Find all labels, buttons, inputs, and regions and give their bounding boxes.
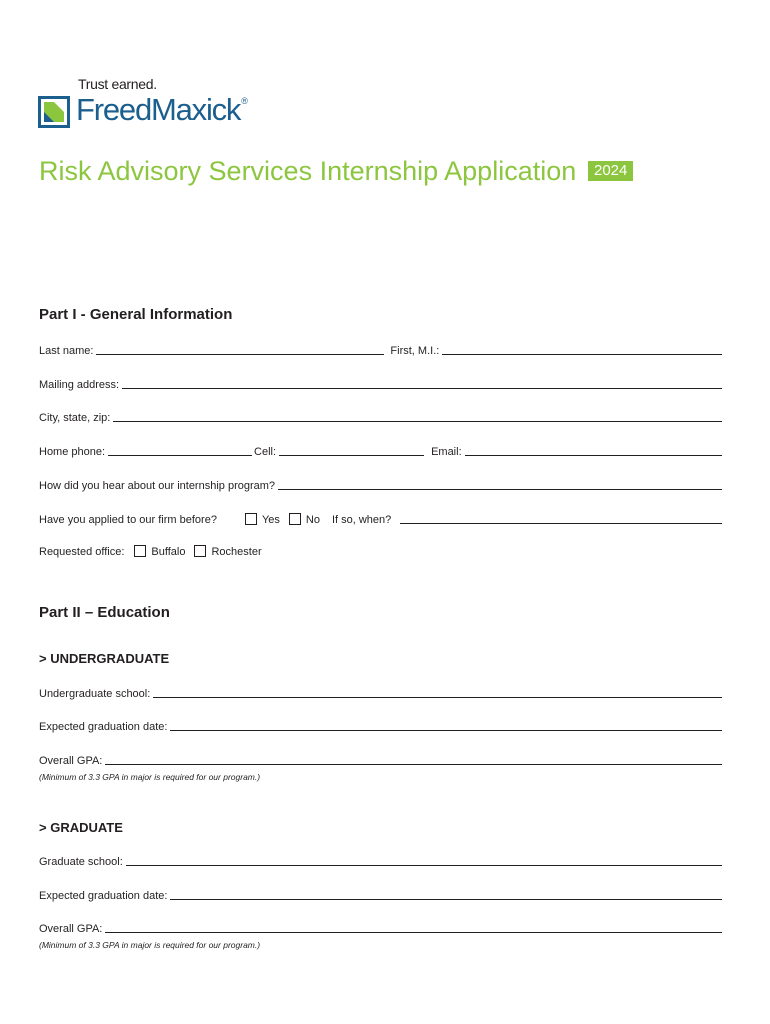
no-label: No (305, 514, 320, 526)
rochester-label: Rochester (211, 546, 262, 558)
hear-row (39, 476, 724, 492)
city-field[interactable] (113, 420, 722, 422)
logo-wordmark-text: FreedMaxick (76, 92, 241, 127)
email-label: Email: (431, 446, 462, 458)
applied-row (39, 510, 724, 526)
home-phone-label: Home phone: (39, 446, 106, 458)
undergrad-gpa-field[interactable] (105, 763, 722, 765)
part2-heading: Part II – Education (39, 604, 170, 621)
graduate-gpa-label: Overall GPA: (39, 923, 103, 935)
when-label: If so, when? (331, 514, 392, 526)
graduate-gpa-field[interactable] (105, 931, 722, 933)
undergrad-gpa-row (39, 751, 724, 767)
graduate-school-label: Graduate school: (39, 856, 123, 868)
cell-label: Cell: (254, 446, 277, 458)
rochester-checkbox[interactable] (194, 545, 206, 557)
mailing-label: Mailing address: (39, 379, 120, 391)
hear-label: How did you hear about our internship program? (39, 480, 276, 492)
undergrad-gpa-note: (Minimum of 3.3 GPA in major is required for our program.) (39, 772, 261, 782)
last-name-row (39, 341, 724, 357)
logo-wordmark (76, 92, 248, 128)
buffalo-label: Buffalo (151, 546, 186, 558)
undergrad-school-field[interactable] (153, 696, 722, 698)
mailing-field[interactable] (122, 387, 722, 389)
mailing-row (39, 375, 724, 391)
graduate-date-label: Expected graduation date: (39, 890, 168, 902)
graduate-school-field[interactable] (126, 864, 722, 866)
registered-mark: ® (241, 96, 248, 106)
email-field[interactable] (465, 454, 722, 456)
undergrad-gpa-label: Overall GPA: (39, 755, 103, 767)
city-label: City, state, zip: (39, 412, 111, 424)
undergrad-date-label: Expected graduation date: (39, 721, 168, 733)
home-phone-field[interactable] (108, 454, 252, 456)
logo-tagline: Trust earned. (78, 76, 157, 92)
phone-row (39, 442, 724, 458)
undergrad-date-field[interactable] (170, 729, 722, 731)
graduate-date-row (39, 886, 724, 902)
freedmaxick-logo-icon (38, 96, 70, 128)
office-label: Requested office: (39, 546, 125, 558)
no-checkbox[interactable] (289, 513, 301, 525)
first-mi-label: First, M.I.: (390, 345, 440, 357)
yes-checkbox[interactable] (245, 513, 257, 525)
yes-label: Yes (261, 514, 280, 526)
document-title: Risk Advisory Services Internship Application (39, 156, 577, 186)
city-row (39, 408, 724, 424)
undergrad-date-row (39, 717, 724, 733)
undergrad-school-row (39, 684, 724, 700)
undergrad-school-label: Undergraduate school: (39, 688, 151, 700)
graduate-school-row (39, 852, 724, 868)
when-field[interactable] (400, 522, 722, 524)
hear-field[interactable] (278, 488, 722, 490)
last-name-label: Last name: (39, 345, 94, 357)
part1-heading: Part I - General Information (39, 306, 233, 323)
applied-label: Have you applied to our firm before? (39, 514, 217, 526)
graduate-gpa-row (39, 919, 724, 935)
cell-field[interactable] (279, 454, 424, 456)
year-badge: 2024 (588, 161, 633, 181)
first-mi-field[interactable] (442, 353, 722, 355)
undergrad-heading: > UNDERGRADUATE (39, 651, 170, 666)
buffalo-checkbox[interactable] (134, 545, 146, 557)
graduate-heading: > GRADUATE (39, 820, 123, 835)
last-name-field[interactable] (96, 353, 384, 355)
graduate-date-field[interactable] (170, 898, 722, 900)
graduate-gpa-note: (Minimum of 3.3 GPA in major is required for our program.) (39, 940, 261, 950)
office-row (39, 542, 724, 558)
